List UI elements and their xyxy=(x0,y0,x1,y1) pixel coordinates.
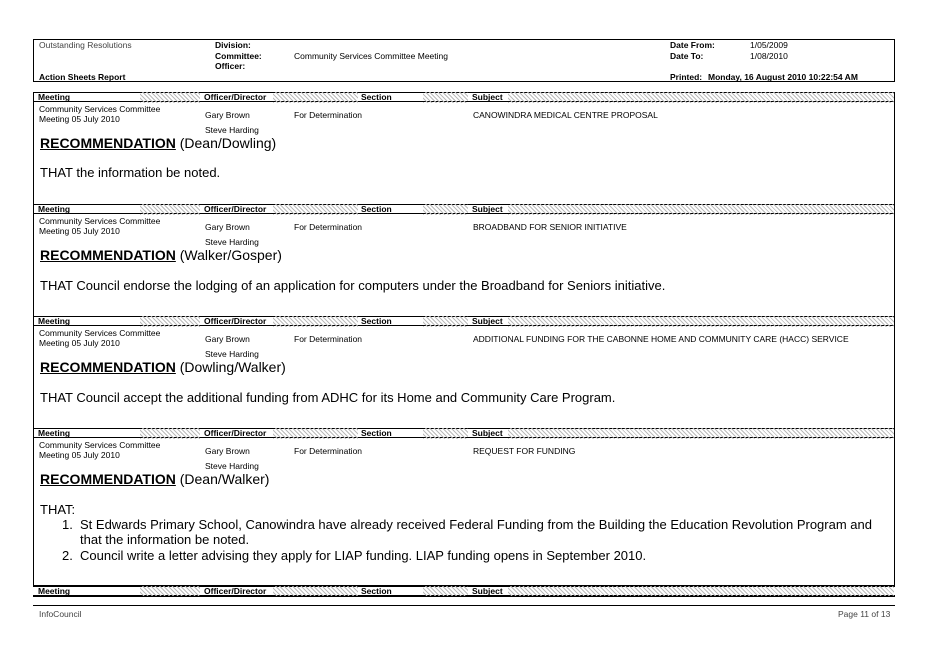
footer-divider xyxy=(33,605,895,606)
hatch-fill xyxy=(508,316,894,327)
hatch-fill xyxy=(423,316,468,327)
col-meeting: Meeting xyxy=(38,204,71,214)
col-subject: Subject xyxy=(472,428,503,438)
list-item: Council write a letter advising they apply for LIAP funding. LIAP funding opens in September 2010. xyxy=(80,548,647,563)
officer-name: Gary Brown xyxy=(205,110,250,120)
recommendation-heading xyxy=(40,247,282,263)
recommendation-heading xyxy=(40,471,269,487)
col-subject: Subject xyxy=(472,204,503,214)
recommendation-label: RECOMMENDATION xyxy=(40,135,176,151)
date-from-value: 1/05/2009 xyxy=(750,40,788,50)
subject-value: REQUEST FOR FUNDING xyxy=(473,446,576,456)
list-item-continued: that the information be noted. xyxy=(80,532,250,547)
report-type: Action Sheets Report xyxy=(39,72,126,82)
hatch-fill xyxy=(273,92,358,103)
recommendation-text: THAT Council accept the additional funding from ADHC for its Home and Community Care Program. xyxy=(40,390,616,405)
director-name: Steve Harding xyxy=(205,125,259,135)
col-subject: Subject xyxy=(472,316,503,326)
recommendation-movers: (Dean/Dowling) xyxy=(179,135,277,151)
column-header-row xyxy=(33,316,895,326)
list-number: 1. xyxy=(62,517,73,532)
section-value: For Determination xyxy=(294,222,363,232)
column-header-row xyxy=(33,204,895,214)
hatch-fill xyxy=(273,316,358,327)
column-header-row xyxy=(33,92,895,102)
meeting-line2: Meeting 05 July 2010 xyxy=(39,338,120,348)
date-from-label: Date From: xyxy=(670,40,715,50)
col-meeting: Meeting xyxy=(38,586,71,596)
recommendation-movers: (Walker/Gosper) xyxy=(179,247,282,263)
subject-value: CANOWINDRA MEDICAL CENTRE PROPOSAL xyxy=(473,110,658,120)
recommendation-text: THAT the information be noted. xyxy=(40,165,221,180)
officer-name: Gary Brown xyxy=(205,334,250,344)
director-name: Steve Harding xyxy=(205,237,259,247)
meeting-line2: Meeting 05 July 2010 xyxy=(39,114,120,124)
meeting-line2: Meeting 05 July 2010 xyxy=(39,450,120,460)
date-to-label: Date To: xyxy=(670,51,704,61)
date-to-value: 1/08/2010 xyxy=(750,51,788,61)
officer-label: Officer: xyxy=(215,61,246,71)
page-number: Page 11 of 13 xyxy=(838,609,891,619)
recommendation-text: THAT: xyxy=(40,502,76,517)
meeting-line1: Community Services Committee xyxy=(39,104,161,114)
hatch-fill xyxy=(140,316,200,327)
col-officer: Officer/Director xyxy=(204,428,267,438)
col-officer: Officer/Director xyxy=(204,92,267,102)
recommendation-movers: (Dean/Walker) xyxy=(179,471,270,487)
column-header-row xyxy=(33,586,895,596)
col-officer: Officer/Director xyxy=(204,204,267,214)
divider xyxy=(33,596,895,597)
recommendation-movers: (Dowling/Walker) xyxy=(179,359,286,375)
committee-label: Committee: xyxy=(215,51,262,61)
section-value: For Determination xyxy=(294,446,363,456)
list-number: 2. xyxy=(62,548,73,563)
recommendation-label: RECOMMENDATION xyxy=(40,471,176,487)
hatch-fill xyxy=(423,204,468,215)
list-item: St Edwards Primary School, Canowindra have already received Federal Funding from the Building the Education Revolution Program and xyxy=(80,517,872,532)
col-section: Section xyxy=(361,204,392,214)
officer-name: Gary Brown xyxy=(205,222,250,232)
division-label: Division: xyxy=(215,40,251,50)
col-section: Section xyxy=(361,92,392,102)
col-section: Section xyxy=(361,428,392,438)
col-meeting: Meeting xyxy=(38,92,71,102)
meeting-line2: Meeting 05 July 2010 xyxy=(39,226,120,236)
recommendation-heading xyxy=(40,135,276,151)
meeting-line1: Community Services Committee xyxy=(39,216,161,226)
hatch-fill xyxy=(140,92,200,103)
recommendation-text: THAT Council endorse the lodging of an application for computers under the Broadband for Seniors initiative. xyxy=(40,278,666,293)
col-officer: Officer/Director xyxy=(204,586,267,596)
col-subject: Subject xyxy=(472,92,503,102)
hatch-fill xyxy=(140,204,200,215)
column-header-row xyxy=(33,428,895,438)
footer-brand: InfoCouncil xyxy=(39,609,82,619)
hatch-fill xyxy=(508,204,894,215)
col-officer: Officer/Director xyxy=(204,316,267,326)
hatch-fill xyxy=(273,204,358,215)
col-subject: Subject xyxy=(472,586,503,596)
col-section: Section xyxy=(361,586,392,596)
col-meeting: Meeting xyxy=(38,316,71,326)
hatch-fill xyxy=(508,92,894,103)
hatch-fill xyxy=(508,428,894,439)
report-name: Outstanding Resolutions xyxy=(39,40,132,50)
meeting-line1: Community Services Committee xyxy=(39,440,161,450)
printed-label: Printed: xyxy=(670,72,703,82)
hatch-fill xyxy=(423,428,468,439)
officer-name: Gary Brown xyxy=(205,446,250,456)
meeting-line1: Community Services Committee xyxy=(39,328,161,338)
printed-value: Monday, 16 August 2010 10:22:54 AM xyxy=(708,72,858,82)
recommendation-label: RECOMMENDATION xyxy=(40,247,176,263)
col-meeting: Meeting xyxy=(38,428,71,438)
hatch-fill xyxy=(423,92,468,103)
hatch-fill xyxy=(140,428,200,439)
recommendation-heading xyxy=(40,359,286,375)
subject-value: ADDITIONAL FUNDING FOR THE CABONNE HOME AND COMMUNITY CARE (HACC) SERVICE xyxy=(473,334,849,344)
committee-value: Community Services Committee Meeting xyxy=(294,51,448,61)
section-value: For Determination xyxy=(294,334,363,344)
director-name: Steve Harding xyxy=(205,349,259,359)
subject-value: BROADBAND FOR SENIOR INITIATIVE xyxy=(473,222,627,232)
section-value: For Determination xyxy=(294,110,363,120)
col-section: Section xyxy=(361,316,392,326)
hatch-fill xyxy=(273,428,358,439)
director-name: Steve Harding xyxy=(205,461,259,471)
recommendation-label: RECOMMENDATION xyxy=(40,359,176,375)
